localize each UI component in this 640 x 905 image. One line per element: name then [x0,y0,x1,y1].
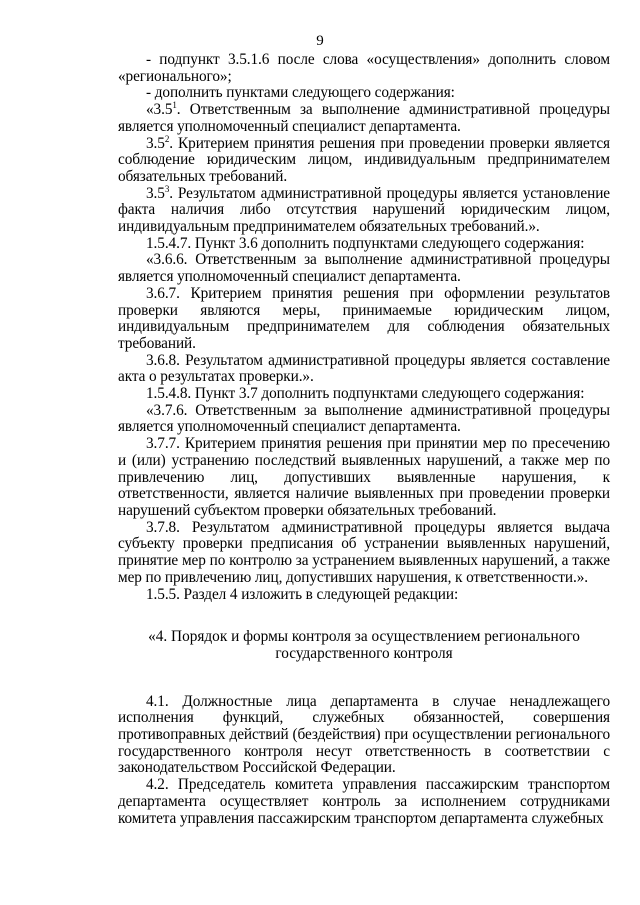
paragraph-text: 1.5.5. Раздел 4 изложить в следующей редакции: [146,585,459,603]
paragraph-text: 3.7.8. Результатом административной процедуры является выдача субъекту проверки предписания об устранении выявленных нарушений, принятие мер по контролю за устранением выявленных нарушений, а также мер по привлечению лиц, допустивших нарушения, к ответственности.». [118,518,610,586]
paragraph-text: - подпункт 3.5.1.6 после слова «осуществления» дополнить словом «регионального»; [118,51,610,85]
paragraph [118,183,610,236]
superscript-text: 3 [164,183,170,194]
paragraph-text: 3.6.7. Критерием принятия решения при оформлении результатов проверки являются меры, принимаемые юридическим лицом, индивидуальным предпринимателем для соблюдения обязательных требований. [118,284,610,352]
paragraph-text: 3.5 [146,184,165,202]
paragraph-group-before-heading [118,52,610,603]
paragraph-text: 3.7.7. Критерием принятия решения при принятии мер по пресечению и (или) устранению последствий выявленных нарушений, а также мер по привлечению лиц, допустивших выявленные нарушения, к ответственности, является наличие выявленных при проведении проверки нарушений субъектом проверки обязательных требований. [118,435,610,519]
paragraph [118,102,610,135]
paragraph [118,286,610,353]
paragraph [118,386,610,403]
paragraph-text: - дополнить пунктами следующего содержания: [146,84,455,102]
paragraph [118,85,610,102]
paragraph [118,587,610,604]
paragraph-text: 1.5.4.8. Пункт 3.7 дополнить подпунктами следующего содержания: [146,385,585,403]
paragraph-text: 3.6.8. Результатом административной процедуры является составление акта о результатах проверки.». [118,351,610,386]
section-heading: «4. Порядок и формы контроля за осуществлением регионального государственного контроля [148,628,580,662]
paragraph-text: «3.5 [146,101,173,119]
paragraph-group-after-heading [118,694,610,828]
paragraph [118,353,610,386]
paragraph [118,236,610,253]
paragraph-text: . Ответственным за выполнение административной процедуры является уполномоченный специалист департамента. [118,101,610,135]
paragraph-text: 4.1. Должностные лица департамента в случае ненадлежащего исполнения функций, служебных обязанностей, совершения противоправных действий (бездействия) при осуществлении регионального государственного контроля несут ответственность в соответствии с законодательством Российской Федерации. [118,692,610,777]
paragraph-text: «3.6.6. Ответственным за выполнение административной процедуры является уполномоченный специалист департамента. [118,251,610,286]
paragraph-text: «3.7.6. Ответственным за выполнение административной процедуры является уполномоченный специалист департамента. [118,401,610,436]
page-number: 9 [316,33,324,49]
paragraph [118,694,610,778]
paragraph [118,252,610,285]
paragraph-text: 3.5 [146,134,165,152]
paragraph-text: . Результатом административной процедуры является установление факта наличия либо отсутствия нарушений юридическим лицом, индивидуальным предпринимателем обязательных требований.». [118,184,610,236]
superscript-text: 1 [172,100,177,111]
paragraph [118,403,610,436]
paragraph-text: . Критерием принятия решения при проведении проверки является соблюдение юридическим лицом, индивидуальным предпринимателем обязательных требований. [118,134,610,185]
paragraph-text: 1.5.4.7. Пункт 3.6 дополнить подпунктами следующего содержания: [146,234,585,252]
paragraph [118,436,610,520]
document-body [118,52,610,827]
paragraph [118,133,610,186]
paragraph-text: 4.2. Председатель комитета управления пассажирским транспортом департамента осуществляет контроль за исполнением сотрудниками комитета управления пассажирским транспортом департамента служебных [118,776,610,827]
paragraph [118,52,610,85]
superscript-text: 2 [164,133,170,144]
paragraph [118,520,610,587]
paragraph [118,777,610,827]
